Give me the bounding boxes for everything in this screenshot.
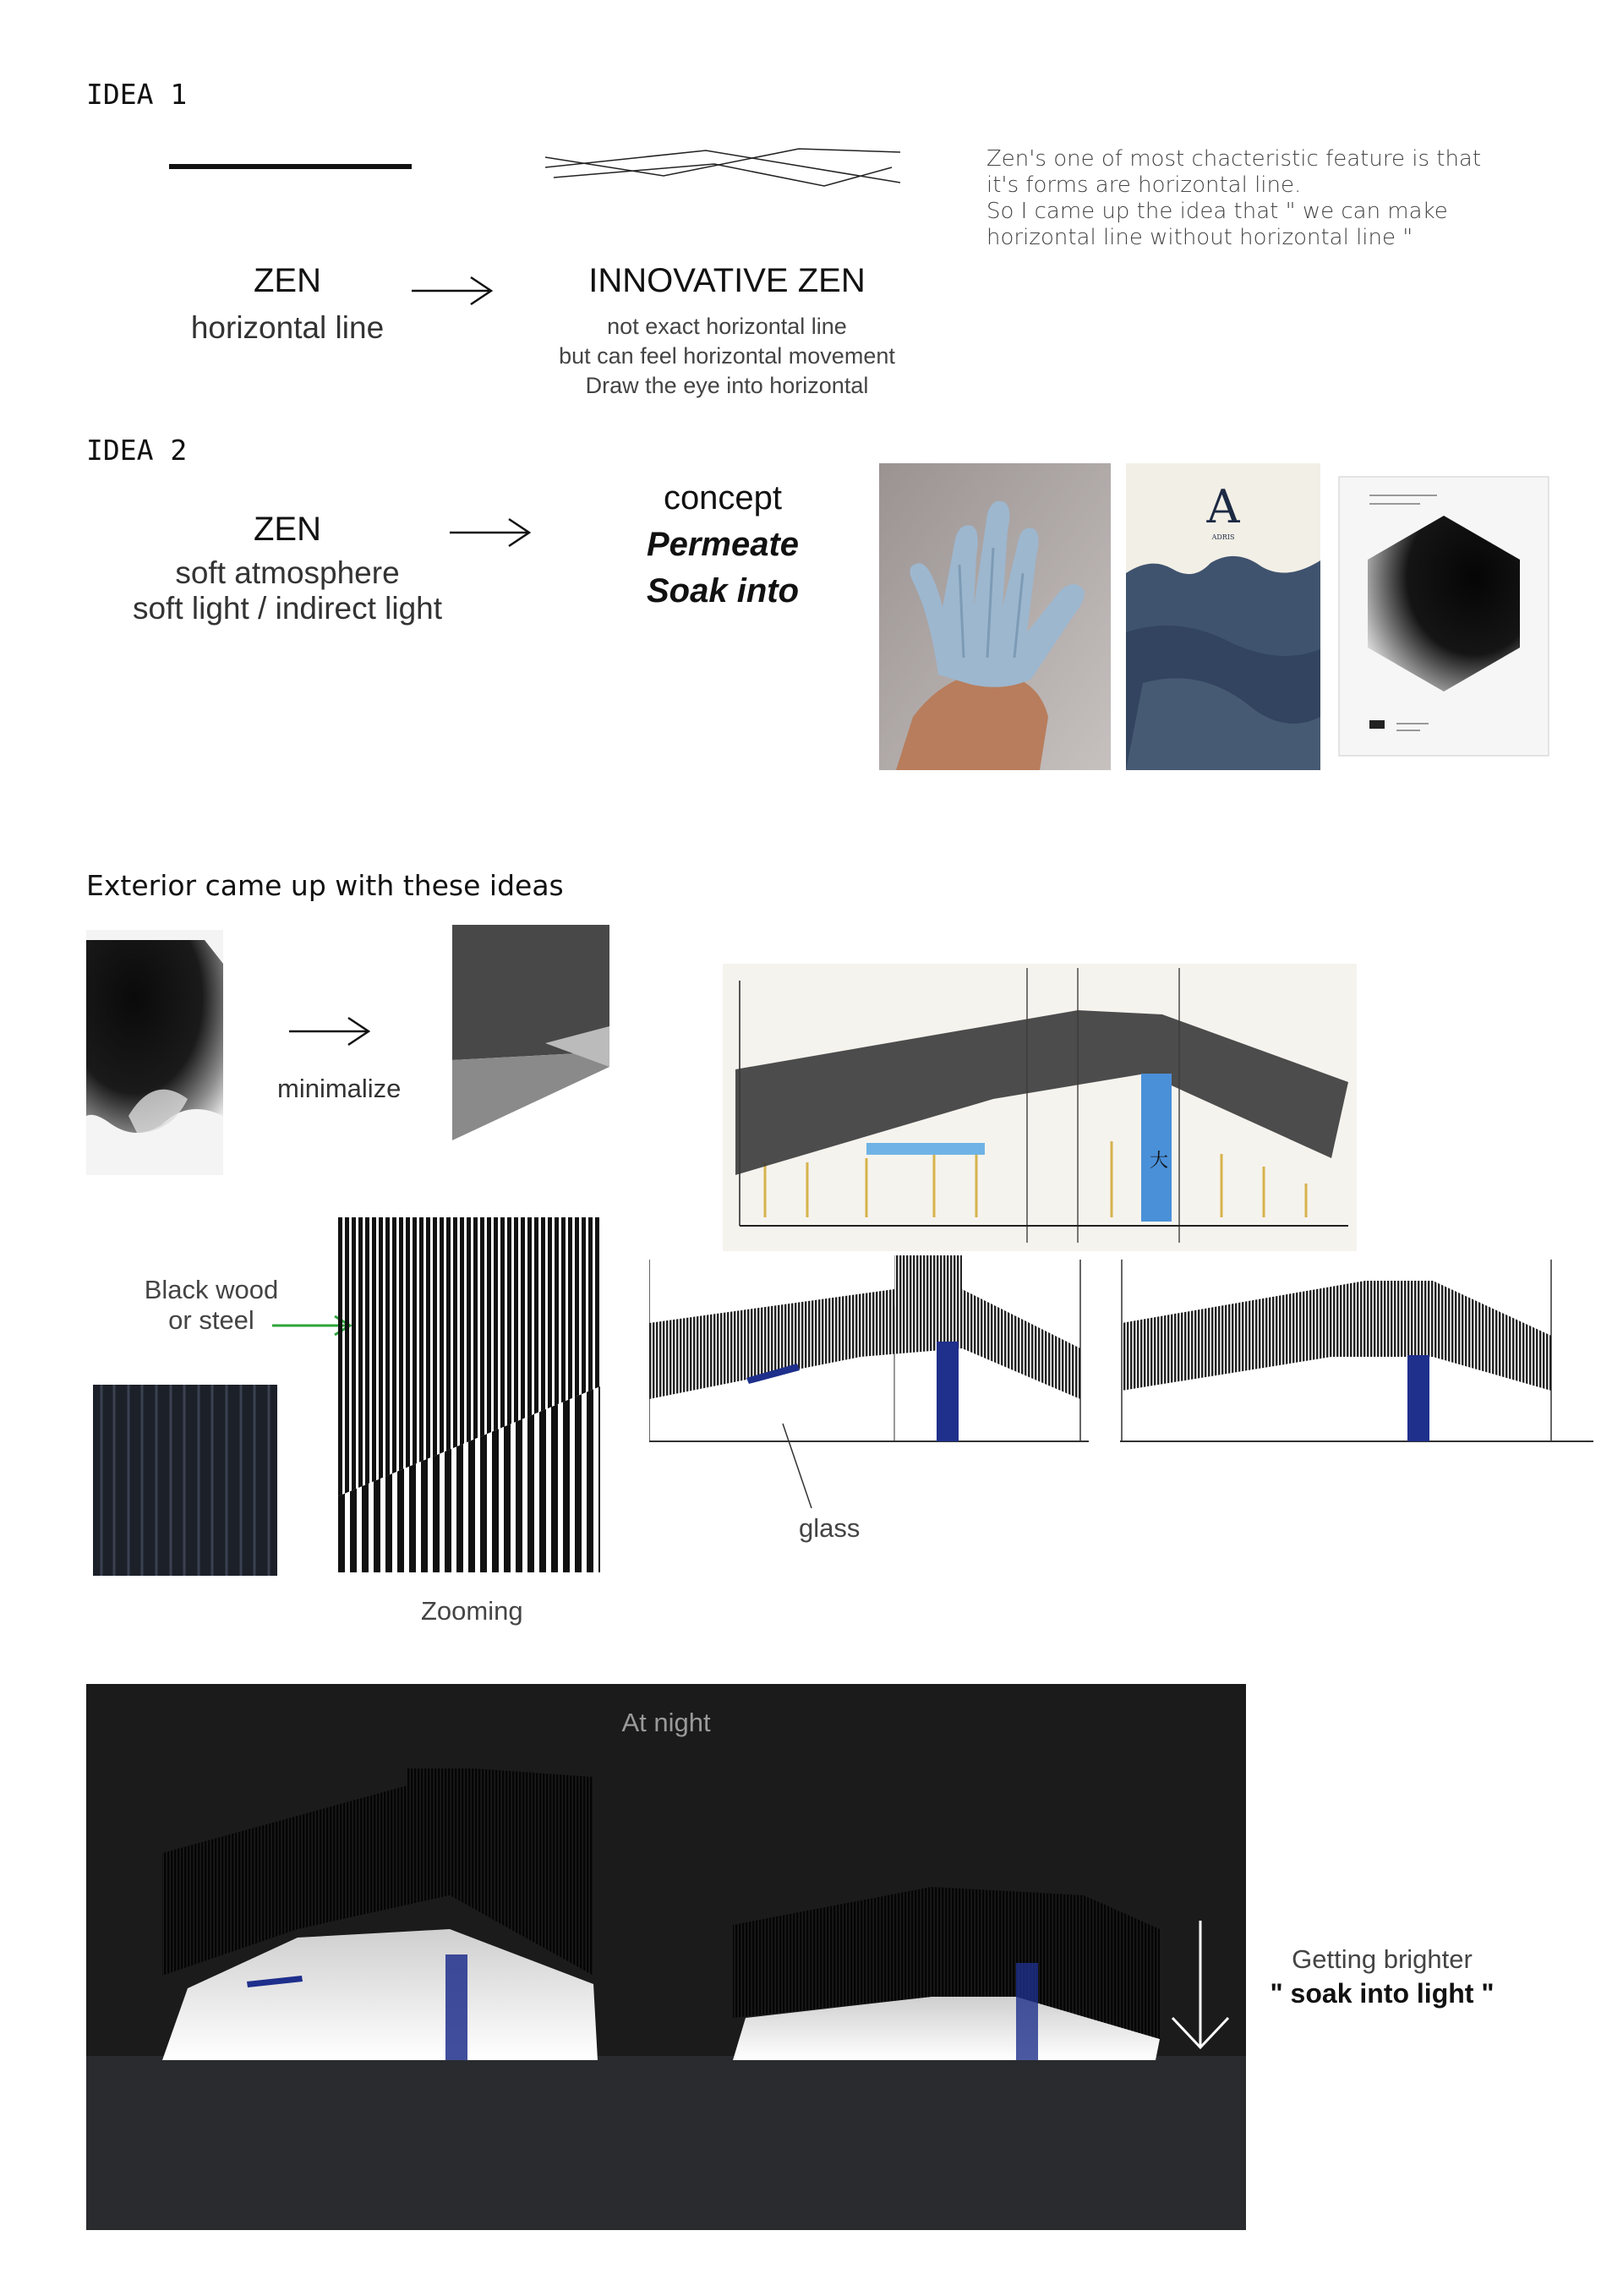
minimalize-label: minimalize bbox=[277, 1074, 402, 1103]
facade-sketch bbox=[723, 964, 1357, 1251]
blue-entrance-column bbox=[1141, 1074, 1172, 1222]
night-facades bbox=[86, 1684, 1246, 2230]
innovative-line: Draw the eye into horizontal bbox=[585, 373, 869, 398]
zoomed-slats-image bbox=[338, 1217, 600, 1572]
concept-label: concept bbox=[663, 479, 783, 517]
zigzag-lines-icon bbox=[545, 142, 909, 193]
hand-paint-photo bbox=[879, 463, 1111, 770]
minimal-shape-image bbox=[452, 925, 613, 1141]
zen-line: soft atmosphere bbox=[175, 555, 400, 590]
blue-entrance-column bbox=[937, 1342, 959, 1441]
innovative-line: not exact horizontal line bbox=[607, 314, 847, 339]
ink-stain-image bbox=[86, 930, 223, 1175]
blue-entrance-column bbox=[1407, 1355, 1429, 1441]
night-label: At night bbox=[621, 1708, 711, 1737]
idea2-zen-block bbox=[118, 511, 456, 626]
arrow-right-icon bbox=[410, 272, 495, 309]
innovative-line: but can feel horizontal movement bbox=[559, 343, 895, 369]
exterior-heading: Exterior came up with these ideas bbox=[86, 869, 564, 902]
concept-word: Soak into bbox=[646, 572, 800, 610]
zooming-label: Zooming bbox=[421, 1596, 523, 1626]
arrow-right-icon bbox=[448, 514, 533, 551]
innovative-title: INNOVATIVE ZEN bbox=[588, 262, 866, 299]
zen-title: ZEN bbox=[254, 511, 321, 548]
note-line: it's forms are horizontal line. bbox=[986, 172, 1302, 198]
zen-title: ZEN bbox=[254, 262, 321, 299]
hexagon-book-cover bbox=[1336, 473, 1552, 761]
night-render-panel bbox=[86, 1684, 1246, 2230]
night-side-line: Getting brighter bbox=[1292, 1944, 1473, 1974]
note-line: So I came up the idea that " we can make bbox=[986, 199, 1448, 224]
night-side-line: " soak into light " bbox=[1270, 1978, 1495, 2009]
idea2-heading: IDEA 2 bbox=[86, 434, 188, 467]
note-line: horizontal line without horizontal line " bbox=[986, 225, 1413, 250]
concept-block bbox=[604, 479, 841, 610]
idea1-heading: IDEA 1 bbox=[86, 78, 188, 111]
svg-text:大: 大 bbox=[1150, 1151, 1169, 1172]
arrow-right-icon bbox=[287, 1013, 372, 1050]
zen-note bbox=[986, 146, 1527, 251]
material-line: Black wood bbox=[144, 1275, 279, 1304]
dark-wood-texture bbox=[93, 1385, 277, 1576]
concept-word: Permeate bbox=[646, 526, 800, 563]
poster-logo: A bbox=[1206, 480, 1240, 533]
blue-window-strip bbox=[866, 1143, 985, 1155]
horizontal-line-icon bbox=[165, 161, 418, 172]
note-line: Zen's one of most chacteristic feature is that bbox=[986, 146, 1482, 172]
zen-subtitle: horizontal line bbox=[190, 310, 385, 345]
ink-wash-poster bbox=[1126, 463, 1320, 770]
glass-pointer-line bbox=[778, 1420, 828, 1513]
material-line: or steel bbox=[168, 1305, 254, 1335]
glass-label: glass bbox=[799, 1513, 861, 1543]
innovative-zen-block bbox=[541, 262, 913, 401]
zen-line: soft light / indirect light bbox=[132, 591, 443, 626]
poster-brand: ADRIS bbox=[1211, 533, 1235, 541]
idea1-zen-block bbox=[161, 262, 414, 346]
night-side-label bbox=[1243, 1944, 1522, 2009]
facade-render-left bbox=[649, 1255, 1089, 1450]
facade-render-right bbox=[1120, 1255, 1593, 1450]
